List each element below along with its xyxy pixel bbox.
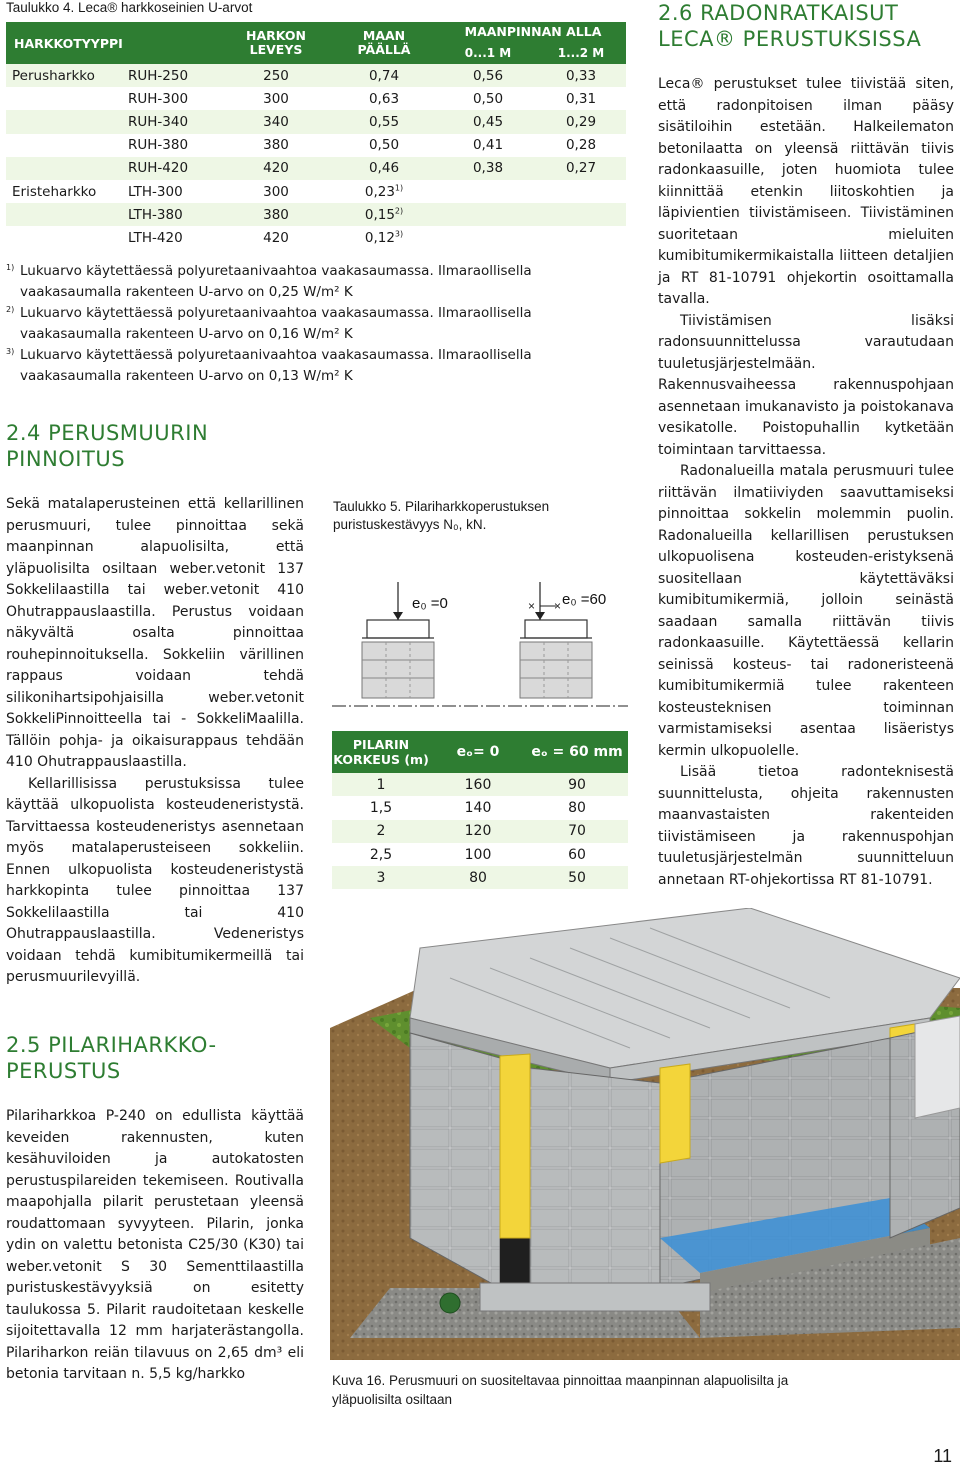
- page-number: 11: [933, 1446, 952, 1466]
- table4-header-below-sub2: 1...2 M: [536, 42, 626, 64]
- table4-cell-above-text: 0,23: [364, 183, 395, 200]
- table4-cell-code-text: RUH-340: [128, 113, 189, 130]
- table4-cell-code: [124, 203, 224, 226]
- table4-header-below-sub1: 0...1 M: [440, 42, 536, 64]
- table4-cell-group-text: Eristeharkko: [12, 183, 97, 200]
- table4-cell-above-text: 0,15: [364, 206, 395, 223]
- table4-caption: Taulukko 4. Leca® harkkoseinien U-arvot: [6, 0, 253, 15]
- table4-cell-above-text: 0,46: [368, 160, 400, 177]
- table4-cell-code: [124, 157, 224, 180]
- table5-cell-e60: 60: [526, 843, 628, 866]
- section25-title-line1: 2.5 PILARIHARKKO-: [6, 1033, 217, 1057]
- table4-header-above-line1: MAAN: [362, 27, 406, 43]
- svg-text:×: ×: [554, 599, 562, 613]
- table4-row: [6, 134, 626, 157]
- table4-note-line1: Lukuarvo käytettäessä polyuretaanivaahtoa vaakasaumassa. Ilmaraollisella: [20, 305, 532, 321]
- drain-pipe: [440, 1293, 460, 1313]
- table4-footnote-mark: 3): [394, 229, 404, 239]
- table4-cell-group: [6, 110, 124, 133]
- table4-cell-code-text: RUH-300: [128, 90, 189, 107]
- diagram-label-right: e₀ =60: [562, 591, 607, 608]
- table4-cell-code-text: LTH-420: [128, 229, 183, 246]
- footing: [480, 1283, 710, 1311]
- table4-row: [6, 203, 626, 226]
- table5-body: [332, 773, 628, 889]
- table4-cell-above-text: 0,55: [368, 113, 400, 130]
- table5-cell-e0: 80: [430, 866, 526, 889]
- table4-cell-width-text: 420: [263, 160, 289, 177]
- table4-cell-above-text: 0,12: [364, 229, 395, 246]
- section24-body: [6, 494, 304, 989]
- section26-title-line1: 2.6 RADONRATKAISUT: [658, 1, 899, 25]
- table4-cell-code-text: LTH-300: [128, 183, 183, 200]
- table5-header-height-line2: KORKEUS (m): [333, 752, 429, 767]
- table5-row: [332, 866, 628, 889]
- section26-paragraph-3: Radonalueilla matala perusmuuri tulee riittävän ilmatiiviyden saavuttamiseksi pinnoittaa sokkelin molemmin puolin. Radonalueilla kellarillisen perustuksen ulkopuolisena kosteuden-eristyksenä suositellaan käytettäväksi kumibitumikermiä, jolloin seinästä saadaan samalla riittävän tiivis radonkaasuille. Käytettäessä kellarin seinissä kosteus- tai radoneristeenä kumibitumikermiä tulee rakenteen kosteusteknisen toiminnan varmistamiseksi asentaa lisäeristys kermin ulkopuolelle.: [658, 463, 954, 759]
- section25-body: [6, 1106, 304, 1386]
- table4-cell-below1: [440, 110, 536, 133]
- table5-cell-height: 2: [332, 820, 430, 843]
- table4-cell-below1: [440, 64, 536, 87]
- table5-cell-e0: 140: [430, 796, 526, 819]
- table4-cell-width: [224, 134, 328, 157]
- table4-cell-code: [124, 64, 224, 87]
- table4-cell-below2-text: 0,31: [565, 90, 597, 107]
- table5-header-height: [332, 731, 430, 773]
- table4-note-line2: vaakasaumalla rakenteen U-arvo on 0,13 W/m² K: [20, 368, 353, 384]
- figure16-caption-line2: yläpuolisilta osiltaan: [332, 1392, 453, 1407]
- table4-footnote-mark: 2): [394, 206, 404, 216]
- table4-cell-code: [124, 87, 224, 110]
- table4: [6, 22, 626, 250]
- table4-cell-above-text: 0,50: [368, 137, 400, 154]
- table4-row: [6, 110, 626, 133]
- table4-cell-below1: [440, 157, 536, 180]
- section24-title: [6, 420, 306, 472]
- table4-cell-below2: [536, 134, 626, 157]
- table5-caption: [333, 498, 593, 534]
- table4-cell-below2-text: 0,33: [565, 67, 597, 84]
- table4-cell-width-text: 300: [263, 90, 289, 107]
- table4-cell-width: [224, 180, 328, 203]
- table4-footnote-mark: 1): [394, 183, 404, 193]
- table4-note-line1: Lukuarvo käytettäessä polyuretaanivaahtoa vaakasaumassa. Ilmaraollisella: [20, 347, 532, 363]
- table5-cell-height: 2,5: [332, 843, 430, 866]
- table5-caption-line2: puristuskestävyys N₀, kN.: [333, 517, 487, 532]
- table4-header-row: [6, 22, 626, 42]
- table4-cell-group: [6, 64, 124, 87]
- table4-cell-code-text: RUH-380: [128, 137, 189, 154]
- table4-cell-below1: [440, 180, 536, 203]
- table4-header-width-line1: HARKON: [246, 27, 306, 43]
- table4-note: 2) Lukuarvo käytettäessä polyuretaanivaahtoa vaakasaumassa. Ilmaraollisella vaakasaumalla rakenteen U-arvo on 0,16 W/m² K: [6, 303, 626, 345]
- table4-cell-above: [328, 157, 440, 180]
- table4-cell-above: [328, 134, 440, 157]
- table4-header-above-line2: PÄÄLLÄ: [357, 42, 411, 57]
- table4-note-line2: vaakasaumalla rakenteen U-arvo on 0,16 W/m² K: [20, 326, 353, 342]
- table4-cell-width-text: 420: [263, 229, 289, 246]
- table5-cell-e60: 50: [526, 866, 628, 889]
- table4-row: [6, 180, 626, 203]
- table5-cell-e60: 80: [526, 796, 628, 819]
- table4-cell-above: [328, 64, 440, 87]
- table4-cell-code: [124, 110, 224, 133]
- table4-header-type: HARKKOTYYPPI: [6, 22, 224, 64]
- table4-cell-width-text: 380: [263, 137, 289, 154]
- table4-cell-below1: [440, 203, 536, 226]
- table4-cell-above: [328, 110, 440, 133]
- section25-title: [6, 1032, 306, 1084]
- table4-cell-width: [224, 157, 328, 180]
- section24-paragraph-1: Sekä matalaperusteinen että kellarillinen perusmuuri, tulee pinnoittaa sekä maanpinnan alapuolisilta, että yläpuolisilta osiltaan weber.vetonit 137 Sokkelilaastilla tai weber.vetonit 410 Ohutrappauslaastilla. Perustus voidaan näkyvältä osalta pinnoittaa rouhepinnoituksella. Sokkeliin värillinen rappaus voidaan tehdä silikonihartsipohjaisilla weber.vetonit SokkeliPinnoitteella tai - SokkeliMaalilla. Tällöin pohja- ja oikaisurappaus tehdään 410 Ohutrappauslaastilla.: [6, 496, 304, 770]
- table4-cell-width: [224, 110, 328, 133]
- table5-row: [332, 796, 628, 819]
- table4-note: 1) Lukuarvo käytettäessä polyuretaanivaahtoa vaakasaumassa. Ilmaraollisella vaakasaumalla rakenteen U-arvo on 0,25 W/m² K: [6, 261, 626, 303]
- table4-cell-below2: [536, 157, 626, 180]
- table5-cell-height: 3: [332, 866, 430, 889]
- table4-cell-below1: [440, 87, 536, 110]
- table4-cell-below2-text: 0,27: [565, 160, 597, 177]
- section24-title-line1: 2.4 PERUSMUURIN: [6, 421, 209, 445]
- table4-cell-below1-text: 0,45: [472, 113, 504, 130]
- table4-cell-code: [124, 226, 224, 249]
- section25-title-line2: PERUSTUS: [6, 1059, 121, 1083]
- table5-cell-e60: 90: [526, 773, 628, 796]
- table4-body: [6, 64, 626, 250]
- table5-cell-e0: 160: [430, 773, 526, 796]
- table4-cell-width: [224, 64, 328, 87]
- table5: [332, 731, 628, 889]
- table5-row: [332, 773, 628, 796]
- section26-title-line2: LECA® PERUSTUKSISSA: [658, 27, 922, 51]
- table4-cell-width: [224, 87, 328, 110]
- table4-cell-below2: [536, 203, 626, 226]
- table4-cell-group: [6, 134, 124, 157]
- section26-title: [658, 0, 958, 52]
- table4-note-line2: vaakasaumalla rakenteen U-arvo on 0,25 W/m² K: [20, 284, 353, 300]
- table5-header-e0: eₒ= 0: [430, 731, 526, 773]
- figure16-caption-line1: Kuva 16. Perusmuuri on suositeltavaa pinnoittaa maanpinnan alapuolisilta ja: [332, 1373, 789, 1388]
- table5-header-height-line1: PILARIN: [352, 737, 410, 752]
- table4-cell-width: [224, 203, 328, 226]
- table4-header-below: MAANPINNAN ALLA: [440, 22, 626, 42]
- foundation-cutaway-illustration: [330, 908, 960, 1360]
- table4-cell-below2: [536, 226, 626, 249]
- table4-cell-below1-text: 0,50: [472, 90, 504, 107]
- section26-paragraph-1: Leca® perustukset tulee tiivistää siten, että radonpitoisen ilman pääsy sisätiloihin estetään. Halkeilematon betonilaatta on yleensä riittävän tiivis radonkaasuille, joten huomiota tulee kiinnittää etenkin liitoskohtien ja läpivientien tiivistämiseen. Tiivistäminen suoritetaan mieluiten kumibitumikermikaistalla liitteen detaljien ja RT 81-10791 ohjekortin osoittamalla tavalla.: [658, 76, 954, 307]
- table4-cell-below2: [536, 180, 626, 203]
- section25-paragraph-1: Pilariharkkoa P-240 on edullista käyttää keveiden rakennusten, kuten kesähuviloiden ja autokatosten perustuspilareiden tekemiseen. Routivalla maapohjalla pilarit perustetaan yleensä roudattomaan syvyyteen. Pilarin, jonka ydin on valettu betonista C25/30 (K30) tai weber.vetonit S 30 Sementtilaastilla puristuskestävyyksiä on esitetty taulukossa 5. Pilarit raudoitetaan keskelle sijoitettavalla 12 mm harjaterästangolla. Pilariharkon reiän tilavuus on 2,65 dm³ eli betonia tarvitaan n. 5,5 kg/harkko: [6, 1108, 304, 1382]
- table4-cell-group: [6, 203, 124, 226]
- table5-row: [332, 820, 628, 843]
- table5-caption-line1: Taulukko 5. Pilariharkkoperustuksen: [333, 499, 550, 514]
- table4-cell-code-text: RUH-420: [128, 160, 189, 177]
- pillar-eccentricity-diagram: [332, 572, 628, 722]
- table4-cell-below1-text: 0,41: [472, 137, 504, 154]
- table5-cell-e0: 120: [430, 820, 526, 843]
- table4-cell-above: [328, 180, 440, 203]
- diagram-label-left: e₀ =0: [412, 595, 448, 612]
- table4-cell-below1: [440, 226, 536, 249]
- table4-cell-above: [328, 203, 440, 226]
- section24-title-line2: PINNOITUS: [6, 447, 126, 471]
- table4-cell-code-text: RUH-250: [128, 67, 189, 84]
- table4-cell-below2-text: 0,28: [565, 137, 597, 154]
- table4-cell-below2: [536, 110, 626, 133]
- table4-cell-width-text: 300: [263, 183, 289, 200]
- table4-cell-group: [6, 87, 124, 110]
- table4-cell-below2: [536, 64, 626, 87]
- table4-cell-below2-text: 0,29: [565, 113, 597, 130]
- table4-cell-below1: [440, 134, 536, 157]
- table4-header-width-line2: LEVEYS: [249, 42, 303, 57]
- table5-row: [332, 843, 628, 866]
- table4-cell-below1-text: 0,38: [472, 160, 504, 177]
- table4-cell-group: [6, 226, 124, 249]
- table4-cell-width-text: 380: [263, 206, 289, 223]
- table4-cell-width-text: 340: [263, 113, 289, 130]
- table4-note: 3) Lukuarvo käytettäessä polyuretaanivaahtoa vaakasaumassa. Ilmaraollisella vaakasaumalla rakenteen U-arvo on 0,13 W/m² K: [6, 345, 626, 387]
- table4-cell-above: [328, 87, 440, 110]
- table4-cell-width: [224, 226, 328, 249]
- section26-body: [658, 74, 954, 891]
- basement-wall-side: [530, 1068, 660, 1288]
- table4-cell-group: [6, 180, 124, 203]
- table4-cell-code-text: LTH-380: [128, 206, 183, 223]
- table4-header-width: [224, 22, 328, 64]
- table4-row: [6, 157, 626, 180]
- table4-note-line1: Lukuarvo käytettäessä polyuretaanivaahtoa vaakasaumassa. Ilmaraollisella: [20, 263, 532, 279]
- table4-row: [6, 64, 626, 87]
- table4-cell-above: [328, 226, 440, 249]
- table4-row: [6, 87, 626, 110]
- table4-cell-code: [124, 134, 224, 157]
- table4-notes: [6, 261, 626, 387]
- table5-header-row: [332, 731, 628, 773]
- table4-cell-below2: [536, 87, 626, 110]
- table4-cell-group-text: Perusharkko: [12, 67, 95, 84]
- table4-cell-above-text: 0,74: [368, 67, 400, 84]
- table5-cell-e0: 100: [430, 843, 526, 866]
- insulation-strip: [500, 1054, 530, 1238]
- section24-paragraph-2: Kellarillisissa perustuksissa tulee käyttää ulkopuolista kosteudeneristystä. Tarvittaessa kosteudeneristys asennetaan myös matalaperusteiseen sokkeliin. Ennen ulkopuolista kosteudeneristystä harkkopinta tulee pinnoittaa 137 Sokkelilaastilla tai 410 Ohutrappauslaastilla. Vedeneristys voidaan tehdä kumibitumikermeillä tai perusmuurilevyillä.: [6, 775, 304, 985]
- table4-row: [6, 226, 626, 249]
- table4-cell-group: [6, 157, 124, 180]
- table4-cell-above-text: 0,63: [368, 90, 400, 107]
- table4-cell-width-text: 250: [263, 67, 289, 84]
- section26-paragraph-4: Lisää tietoa radonteknisestä suunnittelusta, ohjeita rakennusten maanvastaisten rakenteiden tiivistämiseen ja rakennuspohjan tuuletusjärjestelmän suunnitteluun annetaan RT-ohjekortissa RT 81-10791.: [658, 764, 954, 888]
- table5-header-e60: eₒ = 60 mm: [526, 731, 628, 773]
- svg-text:×: ×: [528, 599, 536, 613]
- table5-cell-height: 1: [332, 773, 430, 796]
- table4-cell-below1-text: 0,56: [472, 67, 504, 84]
- section26-paragraph-2: Tiivistämisen lisäksi radonsuunnittelussa varautudaan tuuletusjärjestelmään. Rakennusvaiheessa rakennuspohjaan asennetaan imukanavisto ja poistokanava vesikatolle. Poistopuhallin kytketään toimintaan tarvittaessa.: [658, 312, 954, 458]
- table4-header-above: [328, 22, 440, 64]
- table5-cell-e60: 70: [526, 820, 628, 843]
- table4-cell-code: [124, 180, 224, 203]
- figure16-caption: [332, 1371, 932, 1409]
- table5-cell-height: 1,5: [332, 796, 430, 819]
